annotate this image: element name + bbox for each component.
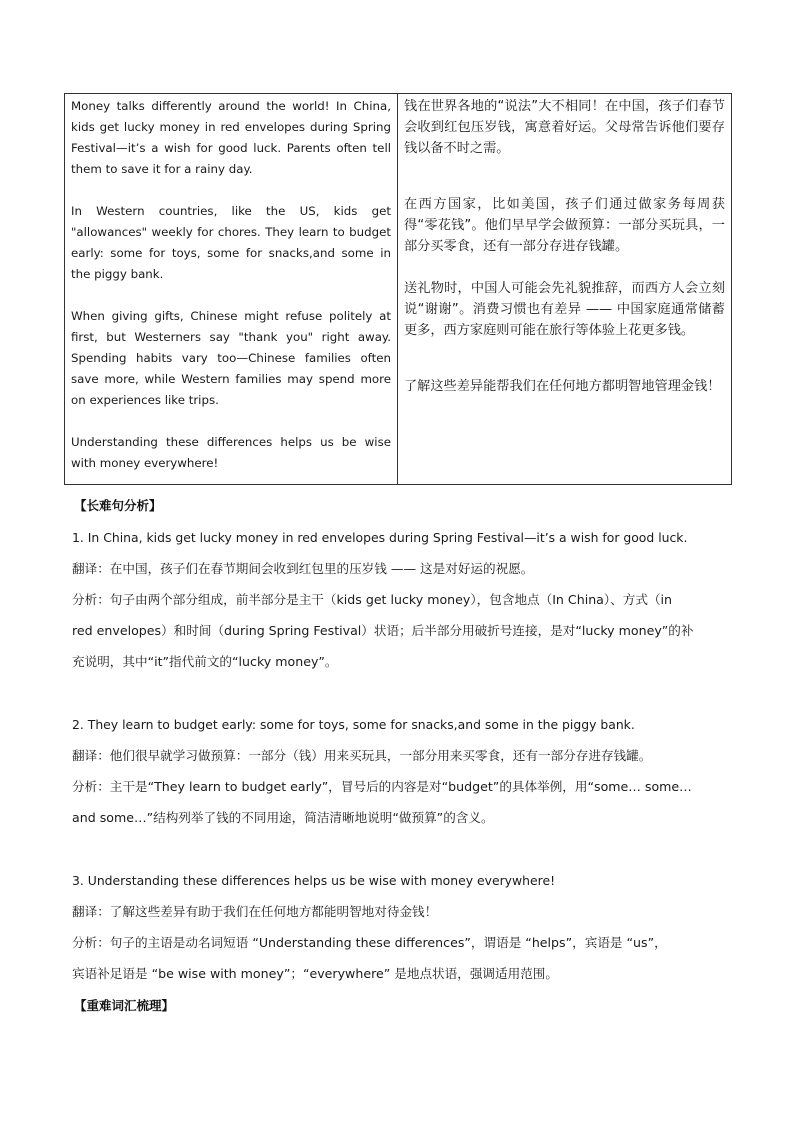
chinese-paragraph: 在西方国家，比如美国，孩子们通过做家务每周获得“零花钱”。他们早早学会做预算：一部分买玩具，一部分买零食，还有一部分存进存钱罐。	[404, 197, 725, 254]
translation-text: 翻译：在中国，孩子们在春节期间会收到红包里的压岁钱 —— 这是对好运的祝愿。	[72, 561, 534, 576]
translation-text: 翻译：他们很早就学习做预算：一部分（钱）用来买玩具，一部分用来买零食，还有一部分存进存钱罐。	[72, 748, 652, 763]
table-row	[65, 94, 732, 485]
analysis-text: and some…”结构列举了钱的不同用途，简洁清晰地说明“做预算”的含义。	[72, 810, 494, 825]
section-heading-vocabulary: 【重难词汇梳理】	[74, 998, 175, 1013]
example-sentence: 1. In China, kids get lucky money in red envelopes during Spring Festival—it’s a wish for good luck.	[72, 530, 688, 545]
analysis-text: 充说明，其中“it”指代前文的“lucky money”。	[72, 654, 338, 669]
chinese-paragraph: 钱在世界各地的“说法”大不相同！在中国，孩子们春节会收到红包压岁钱，寓意着好运。父母常告诉他们要存钱以备不时之需。	[404, 99, 725, 156]
analysis-text: 分析：句子的主语是动名词短语 “Understanding these differences”，谓语是 “helps”，宾语是 “us”，	[72, 935, 667, 950]
translation-text: 翻译：了解这些差异有助于我们在任何地方都能明智地对待金钱！	[72, 904, 438, 919]
english-column	[65, 94, 398, 485]
english-paragraph: When giving gifts, Chinese might refuse politely at first, but Westerners say "thank you" right away. Spending habits vary too—Chinese families often save more, while Western families may spend more on experiences like trips.	[71, 309, 391, 407]
example-sentence: 3. Understanding these differences helps us be wise with money everywhere!	[72, 873, 556, 888]
chinese-paragraph: 送礼物时，中国人可能会先礼貌推辞，而西方人会立刻说“谢谢”。消费习惯也有差异 —— 中国家庭通常储蓄更多，西方家庭则可能在旅行等体验上花更多钱。	[404, 281, 725, 338]
analysis-text: 宾语补足语是 “be wise with money”；“everywhere” 是地点状语，强调适用范围。	[72, 966, 558, 981]
example-sentence: 2. They learn to budget early: some for toys, some for snacks,and some in the piggy bank.	[72, 717, 635, 732]
chinese-paragraph: 了解这些差异能帮我们在任何地方都明智地管理金钱！	[404, 379, 721, 394]
bilingual-passage-table	[64, 93, 732, 485]
section-heading-long-sentences: 【长难句分析】	[74, 498, 162, 513]
english-paragraph: In Western countries, like the US, kids get "allowances" weekly for chores. They learn to budget early: some for toys, some for snacks,and some in the piggy bank.	[71, 204, 391, 281]
english-paragraph: Money talks differently around the world! In China, kids get lucky money in red envelopes during Spring Festival—it’s a wish for good luck. Parents often tell them to save it for a rainy day.	[71, 99, 391, 176]
analysis-text: 分析：主干是“They learn to budget early”，冒号后的内容是对“budget”的具体举例，用“some… some…	[72, 779, 692, 794]
analysis-text: red envelopes）和时间（during Spring Festival）状语；后半部分用破折号连接，是对“lucky money”的补	[72, 623, 694, 638]
chinese-column	[398, 94, 732, 485]
analysis-text: 分析：句子由两个部分组成，前半部分是主干（kids get lucky money），包含地点（In China）、方式（in	[72, 592, 673, 607]
english-paragraph: Understanding these differences helps us be wise with money everywhere!	[71, 435, 391, 470]
